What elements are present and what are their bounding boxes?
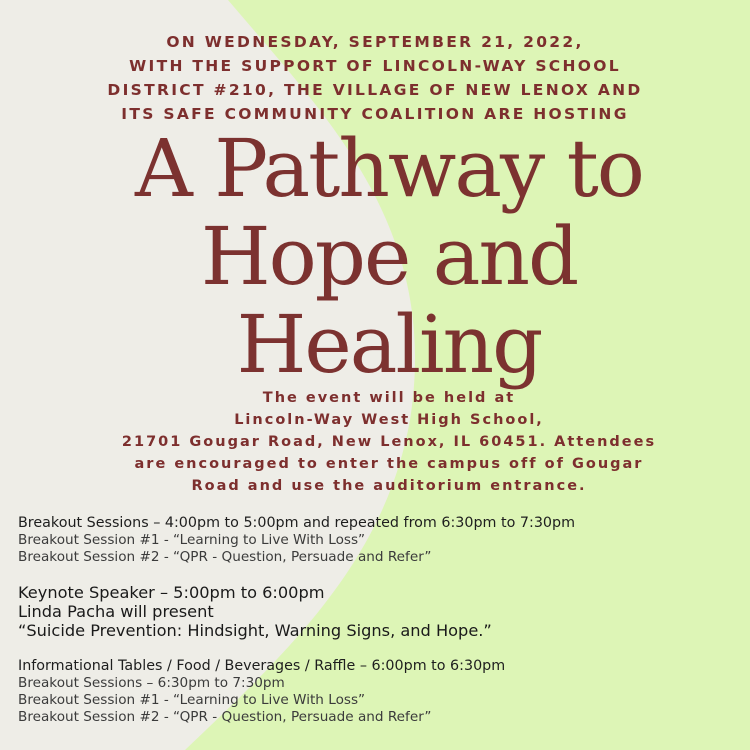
venue-line: 21701 Gougar Road, New Lenox, IL 60451. Attendees — [121, 434, 657, 450]
venue-line: are encouraged to enter the campus off of Gougar — [134, 456, 644, 472]
venue-line: Lincoln-Way West High School, — [234, 412, 544, 428]
venue-info — [0, 387, 750, 497]
breakout-heading: Breakout Sessions – 4:00pm to 5:00pm and repeated from 6:30pm to 7:30pm — [18, 515, 576, 531]
intro-line: WITH THE SUPPORT OF LINCOLN-WAY SCHOOL — [129, 57, 621, 75]
title-line: Healing — [236, 298, 542, 391]
breakout-session-2: Breakout Session #2 - “QPR - Question, Persuade and Refer” — [18, 549, 432, 565]
tables-heading: Informational Tables / Food / Beverages / Raffle – 6:00pm to 6:30pm — [18, 658, 506, 674]
venue-line: Road and use the auditorium entrance. — [191, 478, 587, 494]
title-line: Hope and — [200, 210, 578, 303]
keynote-block — [18, 583, 575, 640]
keynote-presenter: Linda Pacha will present — [18, 602, 214, 621]
intro-line: ITS SAFE COMMUNITY COALITION ARE HOSTING — [121, 105, 629, 123]
keynote-talk: “Suicide Prevention: Hindsight, Warning Signs, and Hope.” — [18, 621, 492, 640]
tables-session-2: Breakout Session #2 - “QPR - Question, Persuade and Refer” — [18, 709, 432, 725]
tables-block — [18, 657, 575, 726]
event-title — [0, 122, 750, 391]
venue-line: The event will be held at — [262, 390, 516, 406]
keynote-heading: Keynote Speaker – 5:00pm to 6:00pm — [18, 583, 325, 602]
intro-line: ON WEDNESDAY, SEPTEMBER 21, 2022, — [166, 33, 584, 51]
tables-session-1: Breakout Session #1 - “Learning to Live With Loss” — [18, 692, 366, 708]
schedule — [18, 514, 575, 743]
intro-text — [0, 30, 750, 126]
breakout-block — [18, 514, 575, 566]
breakout-session-1: Breakout Session #1 - “Learning to Live With Loss” — [18, 532, 366, 548]
intro-line: DISTRICT #210, THE VILLAGE OF NEW LENOX AND — [107, 81, 643, 99]
tables-breakout-sessions: Breakout Sessions – 6:30pm to 7:30pm — [18, 675, 285, 691]
title-line: A Pathway to — [135, 122, 643, 215]
